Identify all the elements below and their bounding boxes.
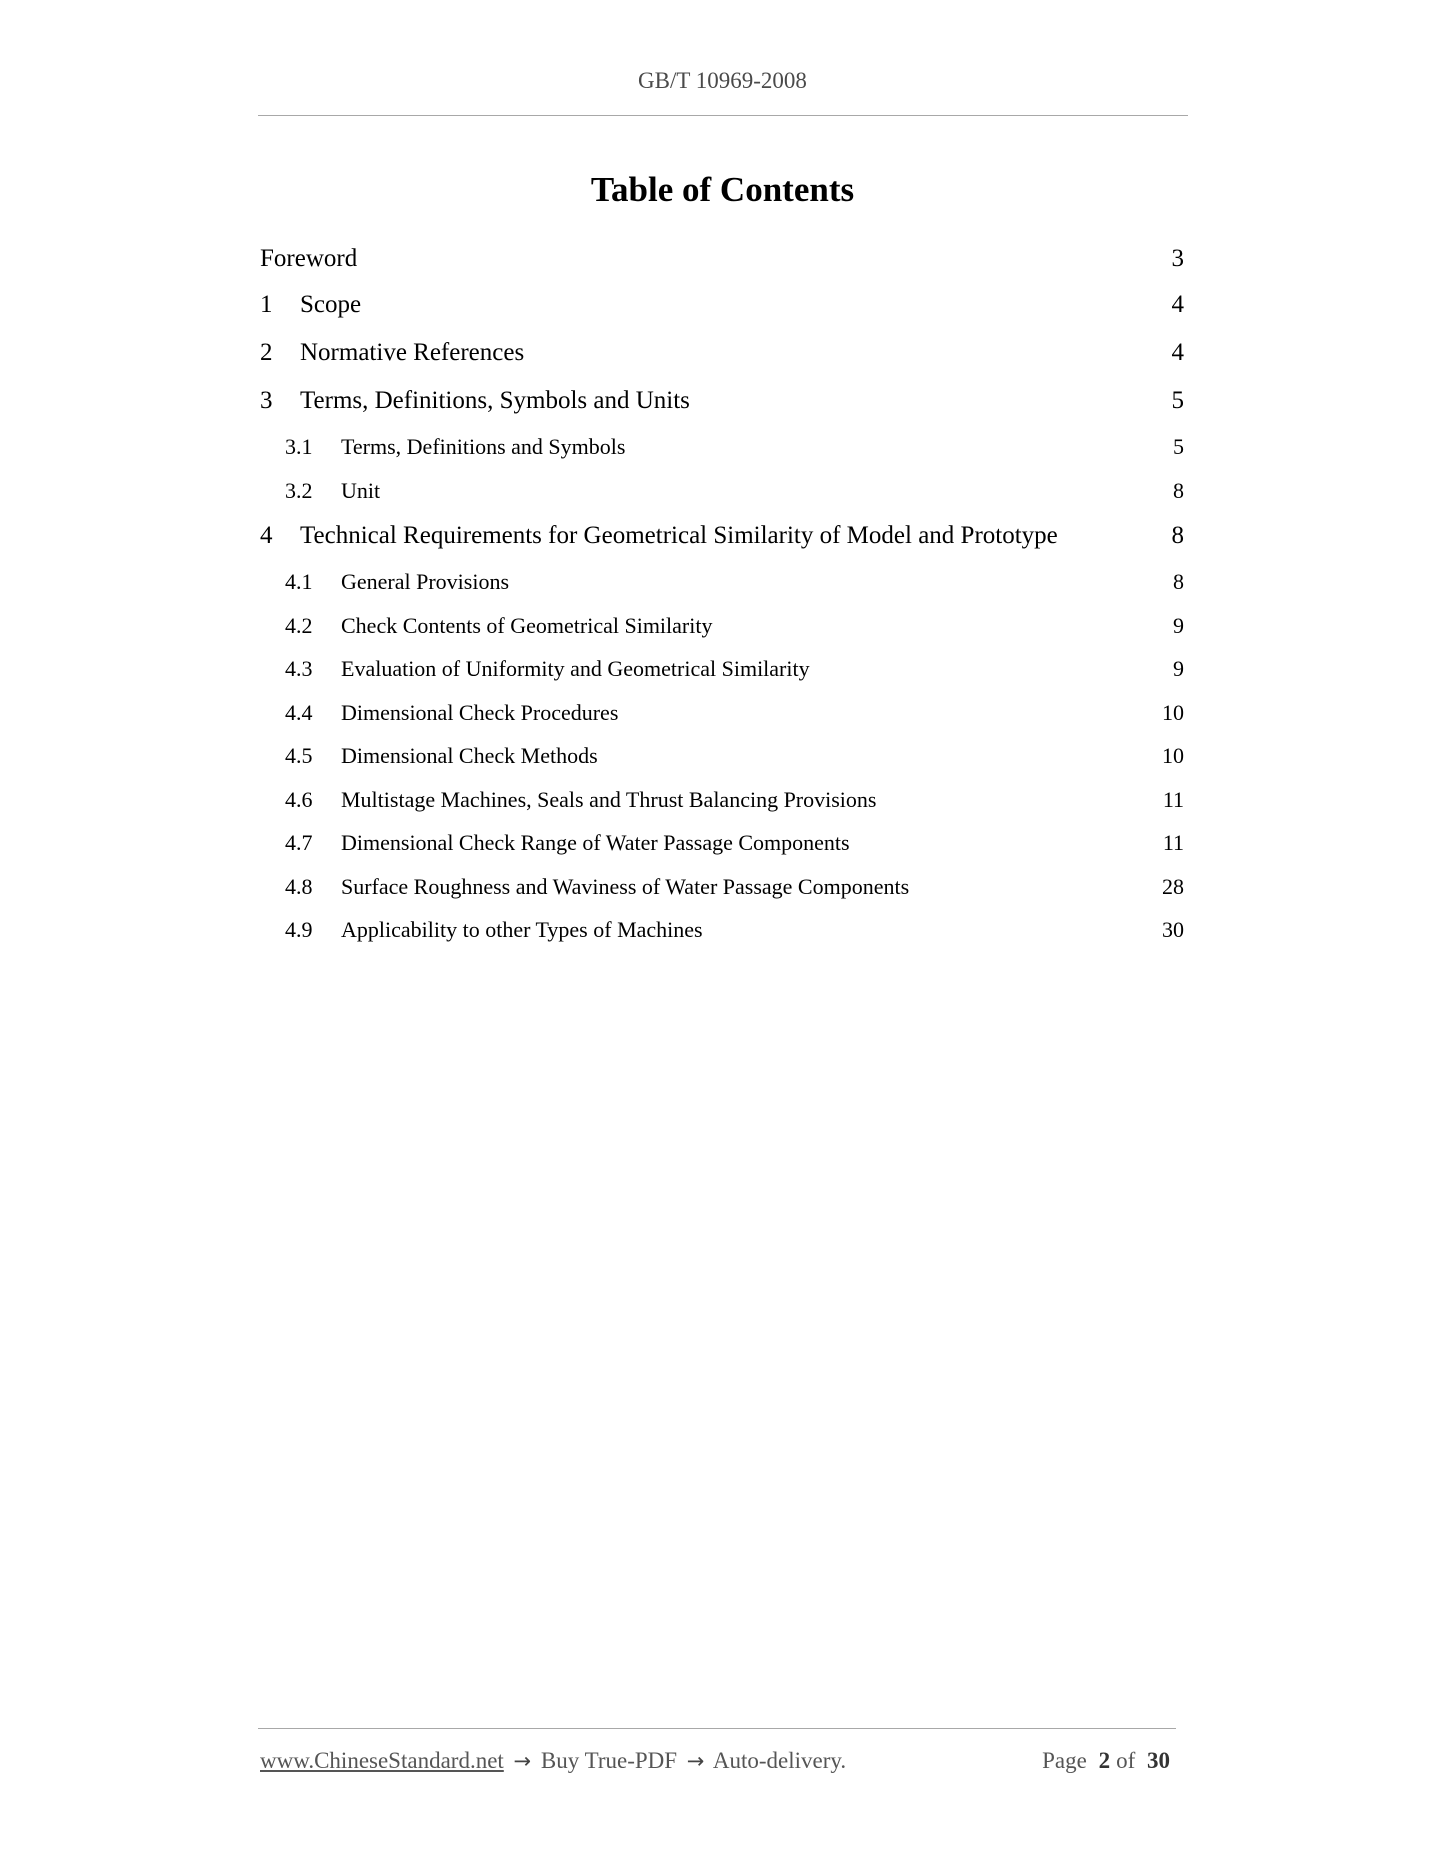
toc-entry-page: 30	[1162, 917, 1184, 942]
toc-entry-page: 4	[1171, 339, 1184, 366]
toc-entry-page: 9	[1173, 656, 1184, 681]
toc-entry-text: Dimensional Check Procedures	[341, 699, 619, 725]
toc-entry-page: 28	[1162, 873, 1184, 899]
page-total: 30	[1147, 1748, 1170, 1773]
toc-entry-evaluation-uniformity[interactable]	[260, 647, 1184, 691]
header-divider	[258, 115, 1188, 116]
toc-entry-text: Unit	[341, 477, 381, 503]
page-label: Page	[1042, 1748, 1087, 1773]
toc-entry-text: Terms, Definitions, Symbols and Units	[300, 387, 690, 414]
toc-entry-number: 2	[260, 339, 273, 366]
toc-entry-general-provisions[interactable]	[260, 560, 1184, 604]
toc-entry-page: 8	[1171, 522, 1184, 549]
site-link[interactable]: www.ChineseStandard.net	[260, 1748, 504, 1773]
toc-entry-number: 1	[260, 291, 273, 318]
auto-delivery-text: Auto-delivery.	[712, 1748, 847, 1773]
toc-entry-page: 4	[1171, 291, 1184, 318]
toc-entry-text: Foreword	[260, 245, 358, 272]
toc-entry-text: Multistage Machines, Seals and Thrust Balancing Provisions	[341, 786, 877, 812]
toc-entry-multistage-machines[interactable]	[260, 778, 1184, 822]
toc-entry-terms-definitions-symbols-units[interactable]	[260, 377, 1184, 425]
toc-entry-number: 4.1	[285, 569, 313, 594]
toc-entry-page: 11	[1162, 830, 1184, 855]
toc-title: Table of Contents	[590, 170, 855, 209]
toc-entry-scope[interactable]	[260, 281, 1184, 329]
toc-entry-text: Evaluation of Uniformity and Geometrical Similarity	[341, 656, 810, 681]
toc-entry-text: Applicability to other Types of Machines	[341, 917, 703, 942]
toc-entry-page: 9	[1173, 612, 1184, 638]
toc-entry-dimensional-check-range[interactable]	[260, 821, 1184, 865]
toc-entry-page: 5	[1173, 434, 1184, 459]
toc-entry-text: Dimensional Check Range of Water Passage Components	[341, 830, 850, 855]
footer-divider	[258, 1728, 1176, 1729]
toc-entry-number: 4.7	[285, 830, 313, 855]
page-footer	[260, 1748, 1176, 1782]
toc-entry-foreword[interactable]	[260, 235, 1184, 281]
toc-entry-dimensional-check-methods[interactable]	[260, 734, 1184, 778]
page-header	[0, 68, 1445, 94]
toc-entry-page: 8	[1173, 477, 1184, 503]
toc-entry-number: 4.8	[285, 873, 313, 899]
toc-entry-unit[interactable]	[260, 469, 1184, 513]
toc-entry-text: Surface Roughness and Waviness of Water Passage Components	[341, 873, 910, 899]
document-id: GB/T 10969-2008	[638, 68, 807, 93]
toc-entry-page: 11	[1162, 786, 1184, 812]
buy-true-pdf-text: Buy True-PDF	[540, 1748, 678, 1773]
page-counter	[1042, 1748, 1176, 1774]
toc-entry-terms-definitions-symbols[interactable]	[260, 425, 1184, 469]
toc-entry-text: General Provisions	[341, 569, 510, 594]
table-of-contents	[260, 235, 1184, 952]
toc-entry-number: 4	[260, 522, 273, 549]
toc-entry-number: 4.2	[285, 612, 313, 638]
toc-entry-page: 8	[1173, 569, 1184, 594]
toc-entry-number: 4.3	[285, 656, 313, 681]
toc-entry-dimensional-check-procedures[interactable]	[260, 691, 1184, 735]
toc-entry-text: Terms, Definitions and Symbols	[341, 434, 626, 459]
toc-entry-text: Check Contents of Geometrical Similarity	[341, 612, 713, 638]
toc-entry-page: 5	[1171, 387, 1184, 414]
toc-entry-check-contents[interactable]	[260, 604, 1184, 648]
page-current: 2	[1098, 1748, 1111, 1773]
toc-entry-text: Technical Requirements for Geometrical Similarity of Model and Prototype	[300, 522, 1058, 549]
toc-entry-number: 4.4	[285, 699, 313, 725]
toc-entry-number: 4.5	[285, 743, 313, 768]
toc-entry-normative-references[interactable]	[260, 329, 1184, 377]
toc-entry-page: 3	[1171, 245, 1184, 272]
toc-entry-technical-requirements[interactable]	[260, 512, 1184, 560]
toc-entry-surface-roughness[interactable]	[260, 865, 1184, 909]
arrow-right-icon: →	[686, 1749, 705, 1773]
page-of-label: of	[1116, 1748, 1136, 1773]
arrow-right-icon: →	[513, 1749, 532, 1773]
footer-promo	[260, 1748, 846, 1774]
toc-entry-text: Scope	[300, 291, 362, 318]
toc-entry-page: 10	[1162, 699, 1184, 725]
toc-entry-number: 4.6	[285, 786, 313, 812]
toc-entry-number: 3.1	[285, 434, 313, 459]
toc-entry-applicability[interactable]	[260, 908, 1184, 952]
toc-entry-text: Normative References	[300, 339, 525, 366]
toc-entry-text: Dimensional Check Methods	[341, 743, 598, 768]
toc-entry-number: 3	[260, 387, 273, 414]
toc-entry-number: 3.2	[285, 477, 313, 503]
toc-entry-number: 4.9	[285, 917, 313, 942]
toc-entry-page: 10	[1162, 743, 1184, 768]
